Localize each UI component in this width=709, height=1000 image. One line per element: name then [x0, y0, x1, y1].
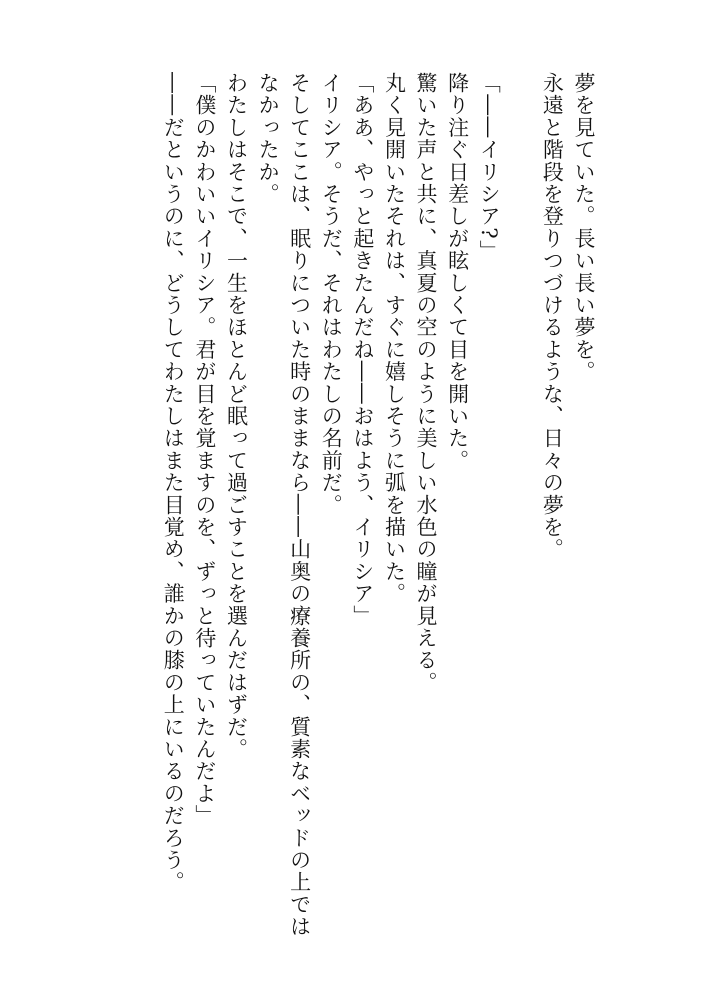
text-line: 驚いた声と共に、真夏の空のように美しい水色の瞳が見える。 — [414, 72, 439, 694]
text-line: 降り注ぐ日差しが眩しくて目を開いた。 — [445, 72, 470, 472]
text-line: ――だというのに、どうしてわたしはまた目覚め、誰かの膝の上にいるのだろう。 — [161, 72, 186, 894]
blank-line — [504, 72, 536, 932]
text-line: 「僕のかわいいイリシア。君が目を覚ますのを、ずっと待っていたんだよ」 — [192, 72, 217, 827]
text-line: 「――イリシア?」 — [477, 72, 502, 263]
text-line: 永遠と階段を登りつづけるような、日々の夢を。 — [540, 72, 565, 561]
text-line: 「ああ、やっと起きたんだね――おはよう、イリシア」 — [350, 72, 375, 627]
text-line: 丸く見開いたそれは、すぐに嬉しそうに弧を描いた。 — [382, 72, 407, 605]
text-line: 夢を見ていた。長い長い夢を。 — [572, 72, 596, 383]
text-line: そしてここは、眠りについた時のままなら――山奥の療養所の、質素なベッドの上では — [287, 72, 312, 938]
vertical-text-body — [157, 72, 599, 938]
text-line: なかったか。 — [256, 72, 281, 206]
text-line: わたしはそこで、一生をほとんど眠って過ごすことを選んだはずだ。 — [224, 72, 249, 761]
text-line: イリシア。そうだ、それはわたしの名前だ。 — [319, 72, 344, 516]
